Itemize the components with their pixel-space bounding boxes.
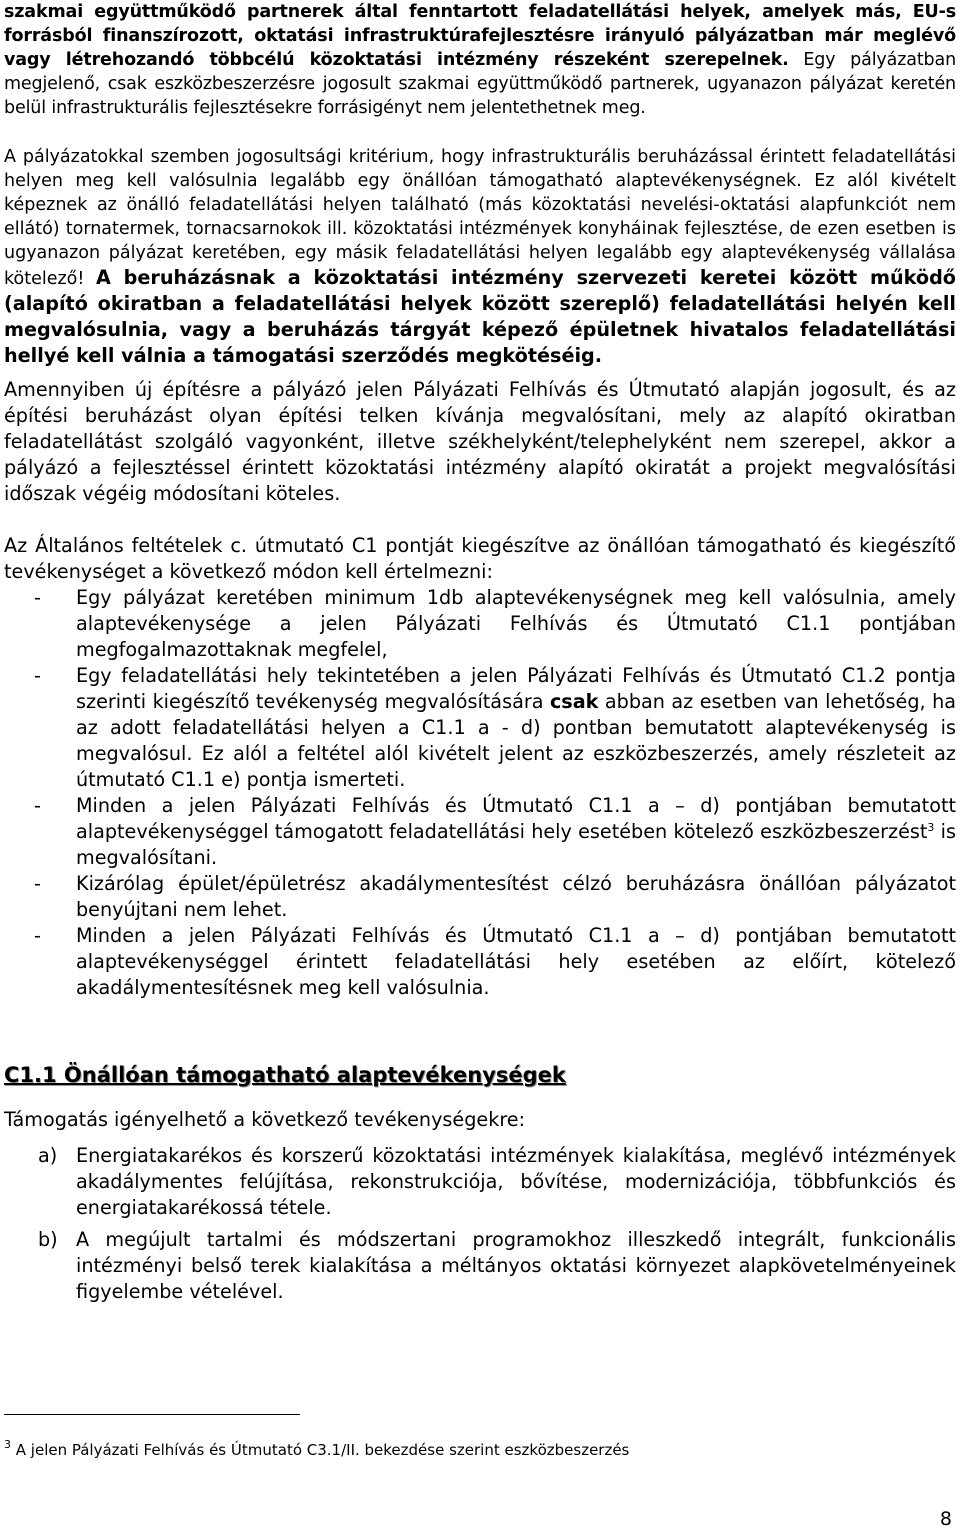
paragraph-eligibility-normal: A pályázatokkal szemben jogosultsági kritérium, hogy infrastrukturális beruházással érintett feladatellátási helyen meg kell valósulnia legalább egy önállóan támogatható alaptevékenységnek. Ez alól kivételt képeznek az önálló feladatellátási helyen található (más közoktatási nevelési-oktatási alapfunkciót nem ellátó) tornatermek, tornacsarnokok ill. közoktatási intézmények konyháinak fejlesztése, de ezen esetben is ugyanazon pályázat keretében, egy másik feladatellátási helyen legalább egy alaptevékenység vállalása kötelező! [4, 147, 956, 289]
list-item-text: Egy pályázat keretében minimum 1db alaptevékenységnek meg kell valósulnia, amely alaptevékenysége a jelen Pályázati Felhívás és Útmutató C1.1 pontjában megfogalmazottaknak megfelel, [76, 586, 956, 661]
alpha-list [4, 1143, 956, 1305]
list-marker: b) [38, 1228, 58, 1251]
footnote-reference: 3 [927, 821, 935, 834]
footnote-divider [4, 1414, 300, 1415]
list-item-emphasis: csak [549, 690, 599, 713]
list-marker: - [34, 586, 41, 609]
list-item [4, 871, 956, 923]
paragraph-partners-bold: szakmai együttműködő partnerek által fenntartott feladatellátási helyek, amelyek más, EU-s forrásból finanszírozott, oktatási infrastruktúrafejlesztésre irányuló pályázatban már meglévő vagy létrehozandó többcélú közoktatási intézmény részeként szerepelnek. [4, 2, 956, 70]
footnote-number: 3 [4, 1438, 11, 1451]
list-item-text: Energiatakarékos és korszerű közoktatási intézmények kialakítása, meglévő intézmények akadálymentes felújítása, rekonstrukciója, bővítése, modernizációja, többfunkciós és energiatakarékossá tétele. [76, 1144, 956, 1219]
footnote-text: A jelen Pályázati Felhívás és Útmutató C3.1/II. bekezdése szerint eszközbeszerzés [11, 1441, 630, 1459]
list-item [4, 663, 956, 793]
dash-list [4, 585, 956, 1001]
list-marker: - [34, 794, 41, 817]
list-item-text: abban az esetben van lehetőség, ha az adott feladatellátási helyen a C1.1 a - d) pontban bemutatott alaptevékenység is megvalósul. Ez alól a feltétel alól kivételt jelent az eszközbeszerzés, amely részleteit az útmutató C1.1 e) pontja ismerteti. [76, 690, 956, 791]
list-item-text: Kizárólag épület/épületrész akadálymentesítést célzó beruházásra önállóan pályázatot benyújtani nem lehet. [76, 872, 956, 921]
list-item [4, 793, 956, 871]
paragraph-partners-rest: Egy pályázatban megjelenő, csak eszközbeszerzésre jogosult szakmai együttműködő partnerek, ugyanazon pályázat keretén belül infrastrukturális fejlesztésekre forrásigényt nem jelentethetnek meg. [4, 50, 957, 118]
paragraph-eligibility-bold: A beruházásnak a közoktatási intézmény szervezeti keretei között működő (alapító okiratban a feladatellátási helyek között szereplő) feladatellátási helyén kell megvalósulnia, vagy a beruházás tárgyát képező épületnek hivatalos feladatellátási hellyé kell válnia a támogatási szerződés megkötéséig. [4, 266, 956, 367]
paragraph-general-conditions: Az Általános feltételek c. útmutató C1 pontját kiegészítve az önállóan támogatható és kiegészítő tevékenységet a következő módon kell értelmezni: [4, 534, 956, 583]
list-marker: a) [38, 1144, 58, 1167]
list-marker: - [34, 924, 41, 947]
list-item [4, 1143, 956, 1221]
list-marker: - [34, 872, 41, 895]
list-item [4, 923, 956, 1001]
section-heading: C1.1 Önállóan támogatható alaptevékenységek [4, 1063, 566, 1087]
paragraph-partners [4, 0, 956, 120]
list-item-text: Minden a jelen Pályázati Felhívás és Útmutató C1.1 a – d) pontjában bemutatott alaptevékenységgel érintett feladatellátási hely esetében az előírt, kötelező akadálymentesítésnek meg kell valósulnia. [76, 924, 956, 999]
paragraph-support-intro: Támogatás igényelhető a következő tevékenységekre: [4, 1108, 526, 1131]
footnote [4, 1440, 629, 1460]
list-item [4, 585, 956, 663]
list-item-text: is megvalósítani. [76, 820, 956, 869]
list-item-text: A megújult tartalmi és módszertani programokhoz illeszkedő integrált, funkcionális intézményi belső terek kialakítása a méltányos oktatási környezet alapkövetelményeinek figyelembe vételével. [76, 1228, 956, 1303]
paragraph-new-construction: Amennyiben új építésre a pályázó jelen Pályázati Felhívás és Útmutató alapján jogosult, és az építési beruházást olyan építési telken kívánja megvalósítani, mely az alapító okiratban feladatellátást szolgáló vagyonként, illetve székhelyként/telephelyként nem szerepel, akkor a pályázó a fejlesztéssel érintett közoktatási intézmény alapító okiratát a projekt megvalósítási időszak végéig módosítani köteles. [4, 378, 956, 505]
list-item [4, 1227, 956, 1305]
page-number: 8 [939, 1508, 952, 1530]
list-marker: - [34, 664, 41, 687]
list-item-text: Egy feladatellátási hely tekintetében a jelen Pályázati Felhívás és Útmutató C1.2 pontja szerinti kiegészítő tevékenység megvalósítására [76, 664, 956, 713]
paragraph-eligibility [4, 145, 956, 369]
list-item-text: Minden a jelen Pályázati Felhívás és Útmutató C1.1 a – d) pontjában bemutatott alaptevékenységgel támogatott feladatellátási hely esetében kötelező eszközbeszerzést [76, 794, 956, 843]
document-page [4, 0, 956, 1305]
